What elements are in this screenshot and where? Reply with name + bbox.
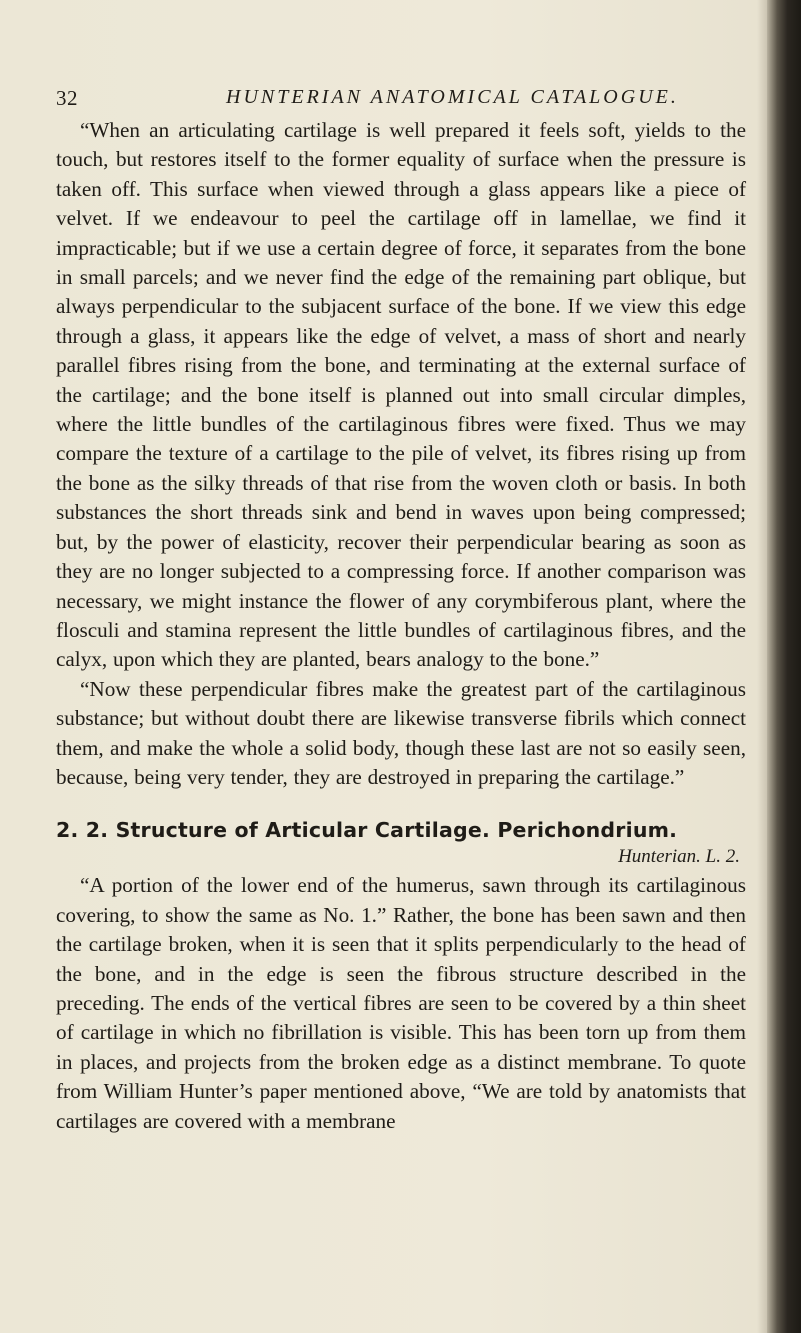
running-title: HUNTERIAN ANATOMICAL CATALOGUE.	[226, 86, 679, 108]
page-body	[56, 116, 746, 1136]
page-number: 32	[56, 86, 78, 110]
body-paragraph: “Now these perpendicular fibres make the greatest part of the cartilaginous substance; but without doubt there are likewise transverse fibrils which connect them, and make the whole a solid body, though these last are not so easily seen, because, being very tender, they are destroyed in preparing the cartilage.”	[56, 676, 746, 789]
section-paragraph: “A portion of the lower end of the humerus, sawn through its cartilaginous covering, to show the same as No. 1.” Rather, the bone has been sawn and then the cartilage broken, when it is seen that it splits perpendicularly to the head of the bone, and in the edge is seen the fibrous structure described in the preceding. The ends of the vertical fibres are seen to be covered by a thin sheet of cartilage in which no fibrillation is visible. This has been torn up from them in places, and projects from the broken edge as a distinct membrane. To quote from William Hunter’s paper mentioned above, “We are told by anatomists that cartilages are covered with a membrane	[56, 873, 746, 1133]
section-attribution: Hunterian. L. 2.	[618, 846, 740, 868]
book-spine-edge	[767, 0, 801, 1333]
page-edge-shadow	[757, 0, 767, 1333]
section-heading: 2. 2. Structure of Articular Cartilage. Perichondrium.	[56, 818, 678, 843]
page-header	[56, 86, 746, 116]
body-paragraph: “When an articulating cartilage is well prepared it feels soft, yields to the touch, but restores itself to the former equality of surface when the pressure is taken off. This surface when viewed through a glass appears like a piece of velvet. If we endeavour to peel the cartilage off in lamellae, we find it impracticable; but if we use a certain degree of force, it separates from the bone in small parcels; and we never find the edge of the remaining part oblique, but always perpendicular to the subjacent surface of the bone. If we view this edge through a glass, it appears like the edge of velvet, a mass of short and nearly parallel fibres rising from the bone, and terminating at the external surface of the cartilage; and the bone itself is planned out into small circular dimples, where the little bundles of the cartilaginous fibres were fixed. Thus we may compare the texture of a cartilage to the pile of velvet, its fibres rising up from the bone as the silky threads of that rise from the woven cloth or basis. In both substances the short threads sink and bend in waves upon being compressed; but, by the power of elasticity, recover their perpendicular bearing as soon as they are no longer subjected to a compressing force. If another comparison was necessary, we might instance the flower of any corymbiferous plant, where the flosculi and stamina represent the little bundles of cartilaginous fibres, and the calyx, upon which they are planted, bears analogy to the bone.”	[56, 118, 746, 672]
